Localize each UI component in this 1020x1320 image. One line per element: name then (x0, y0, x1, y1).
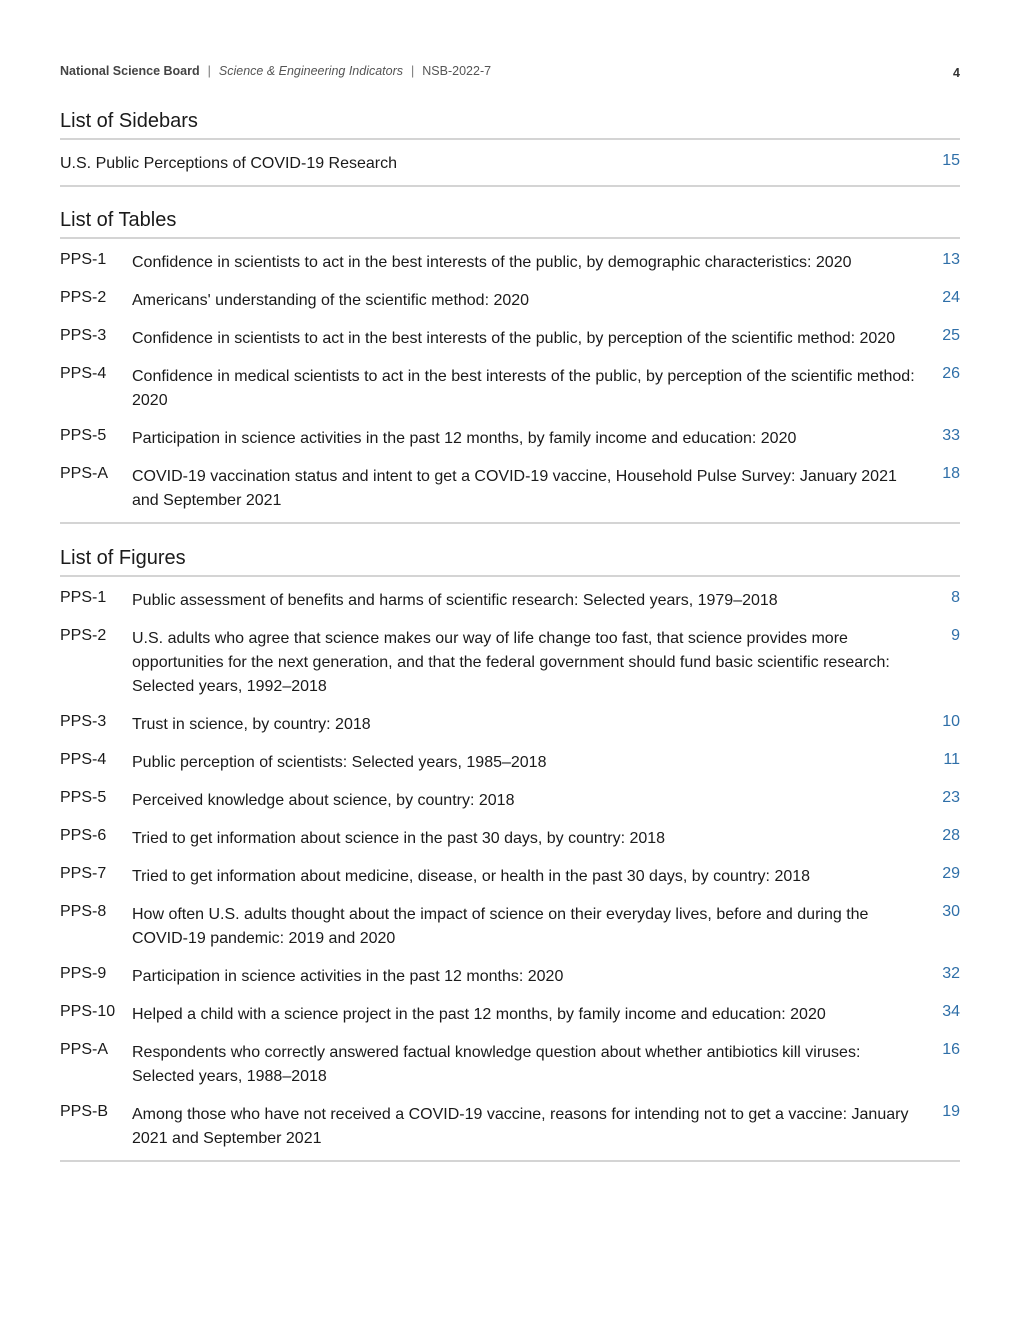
list-item[interactable] (60, 751, 960, 775)
entry-id: PPS-A (60, 1041, 109, 1058)
entry-title[interactable]: U.S. Public Perceptions of COVID-19 Research (60, 155, 398, 172)
entry-title[interactable]: How often U.S. adults thought about the impact of science on their everyday lives, before and during the COVID-19 pandemic: 2019 and 2020 (132, 906, 869, 947)
header-separator: | (411, 64, 415, 78)
list-item[interactable] (60, 627, 960, 699)
entry-id: PPS-5 (60, 427, 107, 444)
list-item[interactable] (60, 1041, 960, 1089)
list-item[interactable] (60, 865, 960, 889)
entry-id: PPS-1 (60, 589, 107, 606)
entry-title[interactable]: Public perception of scientists: Selected years, 1985–2018 (132, 754, 547, 771)
figures-section (60, 547, 960, 1162)
list-item[interactable] (60, 589, 960, 613)
entry-title[interactable]: Tried to get information about science in the past 30 days, by country: 2018 (132, 830, 666, 847)
entry-id: PPS-3 (60, 327, 107, 344)
header-publication: Science & Engineering Indicators (218, 64, 404, 78)
header-org: National Science Board (60, 64, 200, 78)
entry-page-link[interactable]: 19 (942, 1103, 960, 1120)
entry-page-link[interactable]: 23 (942, 789, 960, 806)
entry-title[interactable]: Among those who have not received a COVID-19 vaccine, reasons for intending not to get a vaccine: January 2021 and September 2021 (132, 1106, 909, 1147)
entry-id: PPS-5 (60, 789, 107, 806)
entry-title[interactable]: Participation in science activities in the past 12 months: 2020 (132, 968, 564, 985)
list-item[interactable] (60, 465, 960, 513)
entry-page-link[interactable]: 18 (942, 465, 960, 482)
list-item[interactable] (60, 827, 960, 851)
entry-id: PPS-2 (60, 289, 107, 306)
entry-title[interactable]: Respondents who correctly answered factual knowledge question about whether antibiotics kill viruses: Selected years, 1988–2018 (132, 1044, 861, 1085)
tables-section (60, 209, 960, 524)
list-item[interactable] (60, 965, 960, 989)
entry-page-link[interactable]: 16 (942, 1041, 960, 1058)
entry-id: PPS-10 (60, 1003, 116, 1020)
entry-title[interactable]: Public assessment of benefits and harms of scientific research: Selected years, 1979–2018 (132, 592, 778, 609)
entry-page-link[interactable]: 24 (942, 289, 960, 306)
figures-list (60, 577, 960, 1162)
sidebars-list (60, 140, 960, 187)
entry-id: PPS-8 (60, 903, 107, 920)
entry-id: PPS-B (60, 1103, 109, 1120)
entry-title[interactable]: Confidence in medical scientists to act in the best interests of the public, by perception of the scientific method: 2020 (132, 368, 915, 409)
header-doc-id: NSB-2022-7 (422, 64, 492, 78)
entry-page-link[interactable]: 32 (942, 965, 960, 982)
entry-page-link[interactable]: 9 (951, 627, 960, 644)
entry-id: PPS-4 (60, 365, 107, 382)
list-item[interactable] (60, 152, 960, 176)
entry-id: PPS-9 (60, 965, 107, 982)
entry-title[interactable]: Confidence in scientists to act in the best interests of the public, by demographic characteristics: 2020 (132, 254, 852, 271)
list-item[interactable] (60, 427, 960, 451)
entry-page-link[interactable]: 33 (942, 427, 960, 444)
entry-id: PPS-6 (60, 827, 107, 844)
entry-page-link[interactable]: 15 (942, 152, 960, 169)
entry-id: PPS-1 (60, 251, 107, 268)
entry-id: PPS-7 (60, 865, 107, 882)
entry-page-link[interactable]: 10 (942, 713, 960, 730)
running-header (60, 64, 960, 78)
entry-page-link[interactable]: 28 (942, 827, 960, 844)
entry-title[interactable]: Trust in science, by country: 2018 (132, 716, 371, 733)
list-item[interactable] (60, 789, 960, 813)
entry-page-link[interactable]: 34 (942, 1003, 960, 1020)
tables-list (60, 239, 960, 524)
entry-id: PPS-2 (60, 627, 107, 644)
entry-title[interactable]: COVID-19 vaccination status and intent to get a COVID-19 vaccine, Household Pulse Survey: January 2021 and September 2021 (132, 468, 897, 509)
list-item[interactable] (60, 289, 960, 313)
entry-page-link[interactable]: 26 (942, 365, 960, 382)
entry-id: PPS-3 (60, 713, 107, 730)
entry-page-link[interactable]: 29 (942, 865, 960, 882)
list-item[interactable] (60, 327, 960, 351)
entry-title[interactable]: Tried to get information about medicine, disease, or health in the past 30 days, by country: 2018 (132, 868, 811, 885)
entry-title[interactable]: Confidence in scientists to act in the best interests of the public, by perception of the scientific method: 2020 (132, 330, 896, 347)
list-item[interactable] (60, 1103, 960, 1151)
list-item[interactable] (60, 1003, 960, 1027)
entry-title[interactable]: Helped a child with a science project in the past 12 months, by family income and education: 2020 (132, 1006, 826, 1023)
list-item[interactable] (60, 365, 960, 413)
list-item[interactable] (60, 903, 960, 951)
entry-id: PPS-A (60, 465, 109, 482)
entry-page-link[interactable]: 30 (942, 903, 960, 920)
sidebars-heading: List of Sidebars (60, 110, 960, 140)
entry-id: PPS-4 (60, 751, 107, 768)
figures-heading: List of Figures (60, 547, 960, 577)
entry-page-link[interactable]: 13 (942, 251, 960, 268)
sidebars-section (60, 110, 960, 187)
list-item[interactable] (60, 251, 960, 275)
entry-title[interactable]: Americans' understanding of the scientific method: 2020 (132, 292, 530, 309)
header-separator: | (207, 64, 211, 78)
entry-title[interactable]: Perceived knowledge about science, by country: 2018 (132, 792, 515, 809)
entry-title[interactable]: Participation in science activities in the past 12 months, by family income and education: 2020 (132, 430, 797, 447)
entry-page-link[interactable]: 11 (943, 751, 960, 768)
page-number: 4 (953, 66, 960, 80)
tables-heading: List of Tables (60, 209, 960, 239)
entry-page-link[interactable]: 25 (942, 327, 960, 344)
list-item[interactable] (60, 713, 960, 737)
entry-page-link[interactable]: 8 (951, 589, 960, 606)
entry-title[interactable]: U.S. adults who agree that science makes our way of life change too fast, that science provides more opportunities for the next generation, and that the federal government should fund basic scientific research: Selected years, 1992–2018 (132, 630, 890, 695)
